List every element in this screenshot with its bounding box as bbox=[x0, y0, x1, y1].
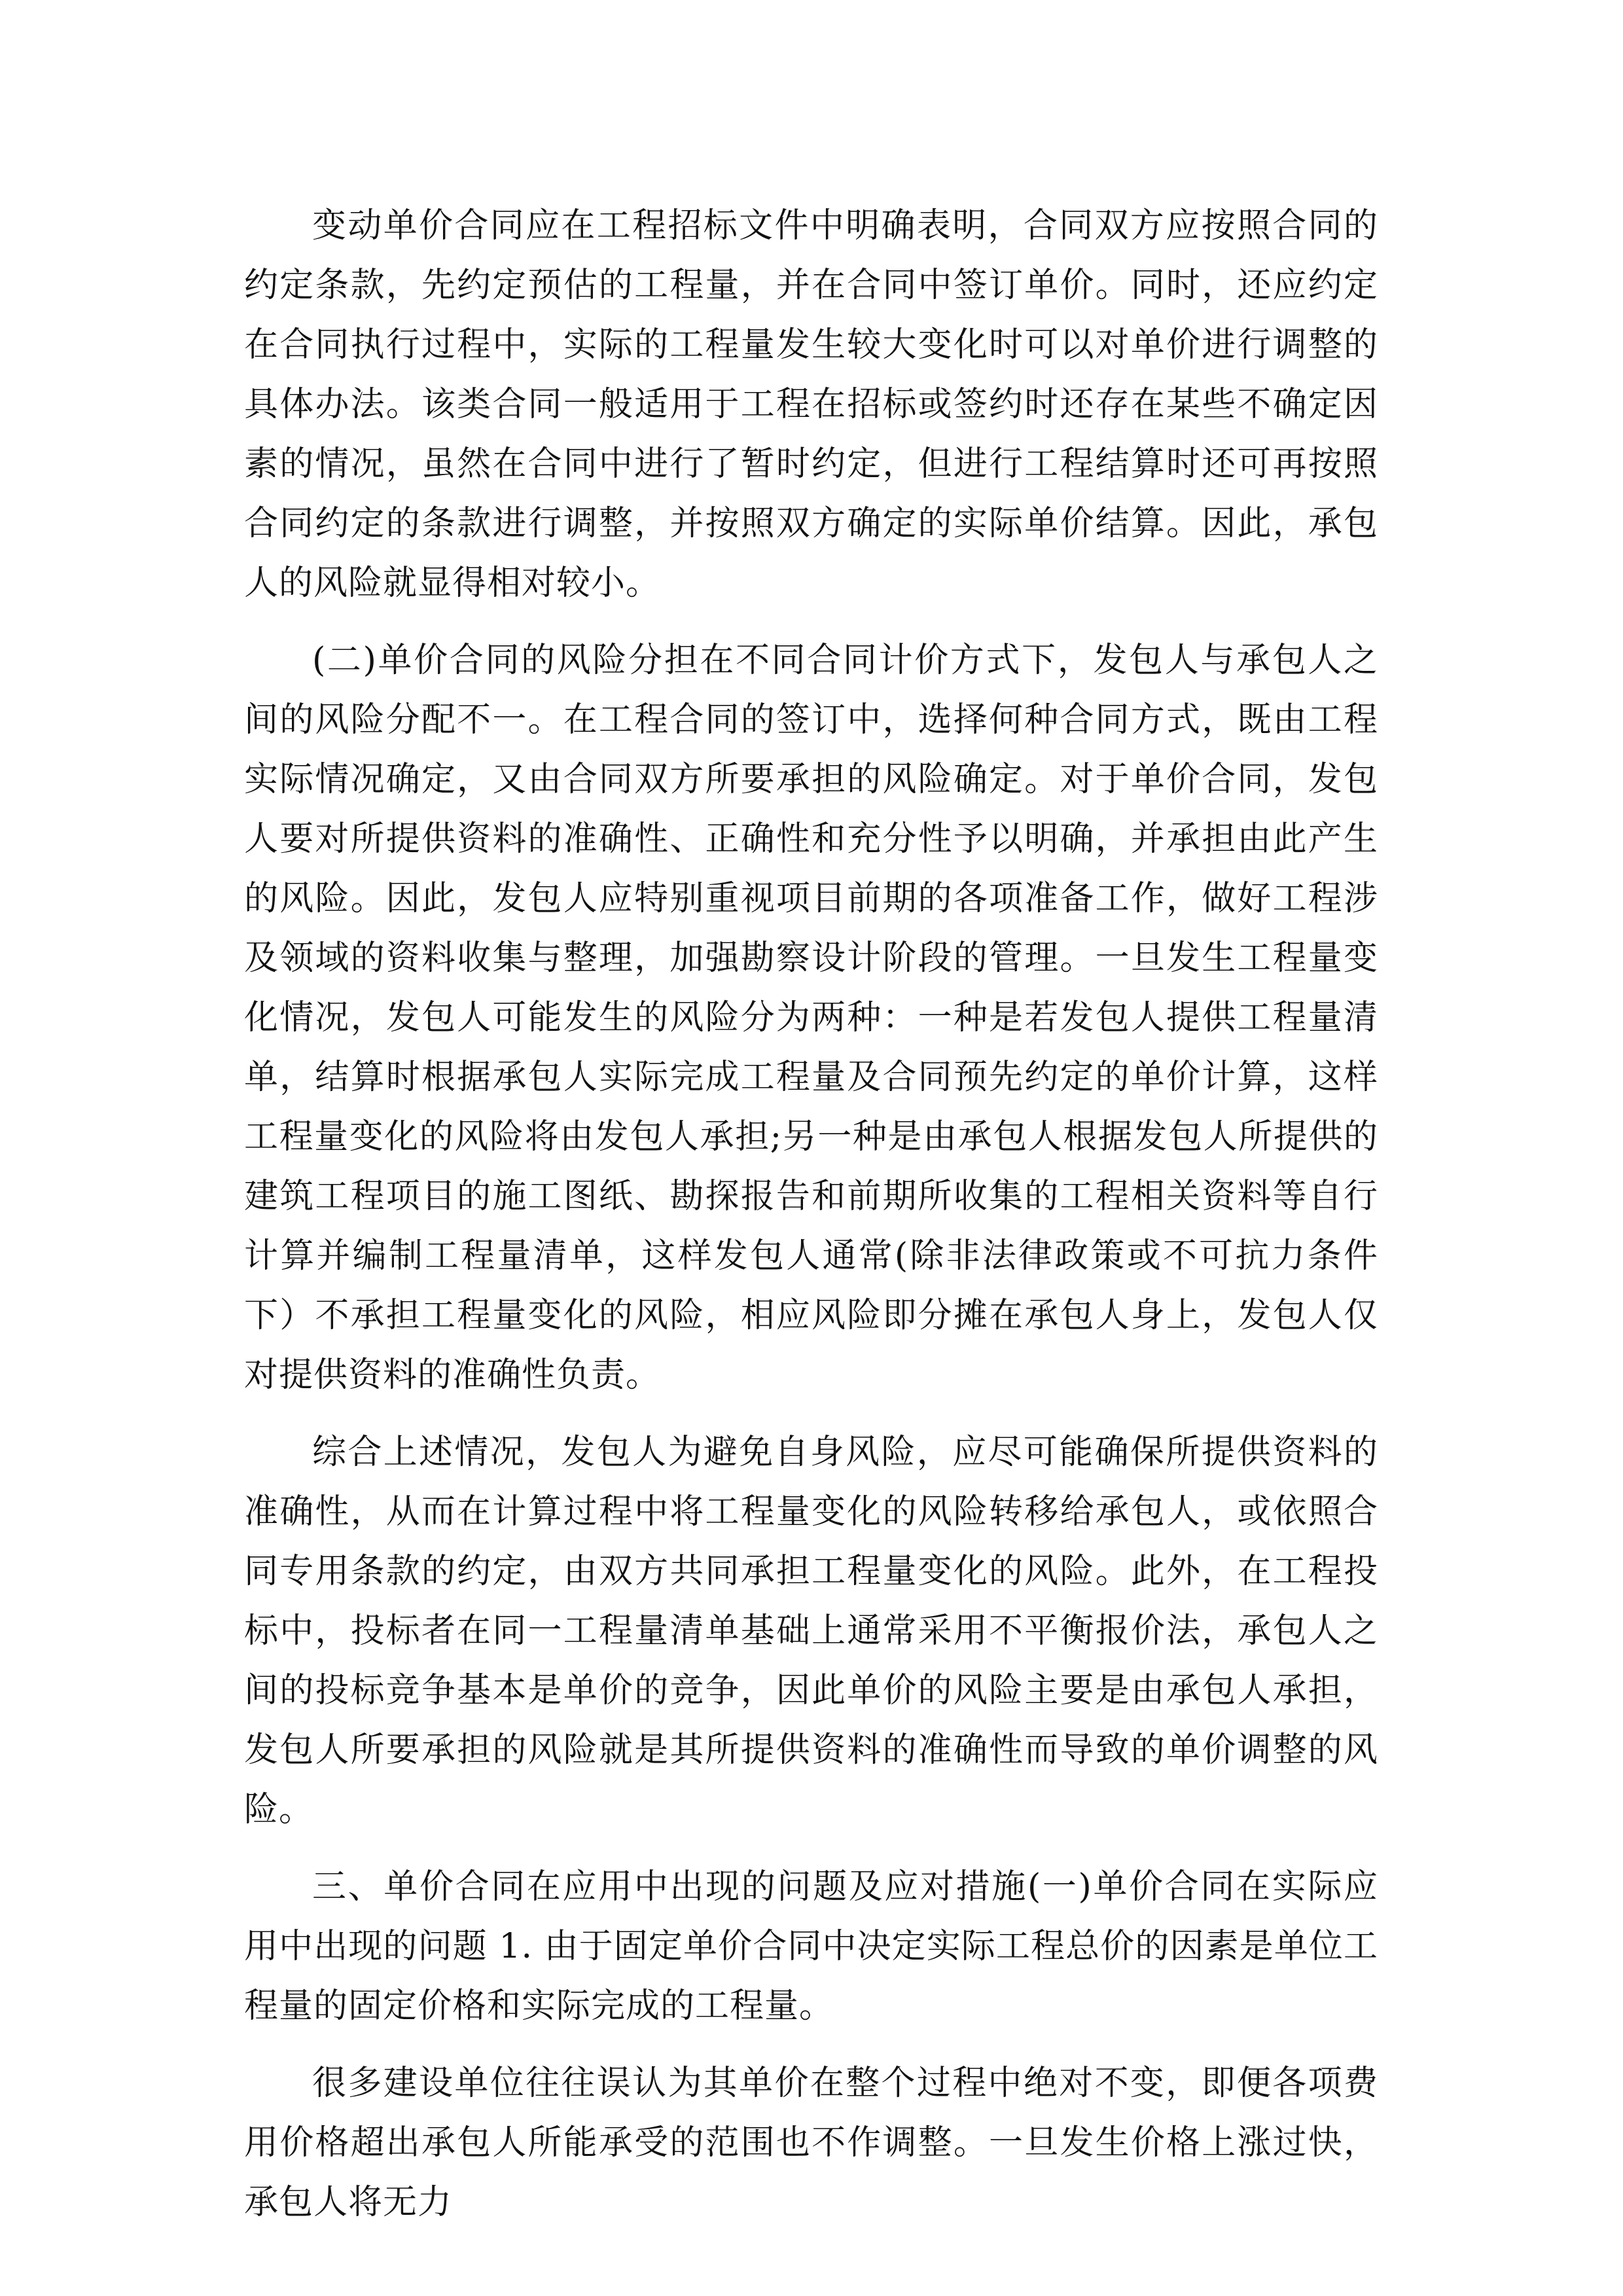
paragraph: 综合上述情况，发包人为避免自身风险，应尽可能确保所提供资料的准确性，从而在计算过程中将工程量变化的风险转移给承包人，或依照合同专用条款的约定，由双方共同承担工程量变化的风险。此外，在工程投标中，投标者在同一工程量清单基础上通常采用不平衡报价法，承包人之间的投标竞争基本是单价的竞争，因此单价的风险主要是由承包人承担，发包人所要承担的风险就是其所提供资料的准确性而导致的单价调整的风险。 bbox=[244, 1433, 1378, 1829]
document-body bbox=[244, 196, 1378, 2250]
paragraph: (二)单价合同的风险分担在不同合同计价方式下，发包人与承包人之间的风险分配不一。在工程合同的签订中，选择何种合同方式，既由工程实际情况确定，又由合同双方所要承担的风险确定。对于单价合同，发包人要对所提供资料的准确性、正确性和充分性予以明确，并承担由此产生的风险。因此，发包人应特别重视项目前期的各项准备工作，做好工程涉及领域的资料收集与整理，加强勘察设计阶段的管理。一旦发生工程量变化情况，发包人可能发生的风险分为两种：一种是若发包人提供工程量清单，结算时根据承包人实际完成工程量及合同预先约定的单价计算，这样工程量变化的风险将由发包人承担;另一种是由承包人根据发包人所提供的建筑工程项目的施工图纸、勘探报告和前期所收集的工程相关资料等自行计算并编制工程量清单，这样发包人通常(除非法律政策或不可抗力条件下）不承担工程量变化的风险，相应风险即分摊在承包人身上，发包人仅对提供资料的准确性负责。 bbox=[244, 641, 1378, 1395]
paragraph: 变动单价合同应在工程招标文件中明确表明，合同双方应按照合同的约定条款，先约定预估的工程量，并在合同中签订单价。同时，还应约定在合同执行过程中，实际的工程量发生较大变化时可以对单价进行调整的具体办法。该类合同一般适用于工程在招标或签约时还存在某些不确定因素的情况，虽然在合同中进行了暂时约定，但进行工程结算时还可再按照合同约定的条款进行调整，并按照双方确定的实际单价结算。因此，承包人的风险就显得相对较小。 bbox=[244, 206, 1378, 603]
paragraph: 三、单价合同在应用中出现的问题及应对措施(一)单价合同在实际应用中出现的问题 1. 由于固定单价合同中决定实际工程总价的因素是单位工程量的固定价格和实际完成的工程量。 bbox=[244, 1867, 1378, 2026]
paragraph: 很多建设单位往往误认为其单价在整个过程中绝对不变，即便各项费用价格超出承包人所能承受的范围也不作调整。一旦发生价格上涨过快，承包人将无力 bbox=[244, 2064, 1378, 2222]
